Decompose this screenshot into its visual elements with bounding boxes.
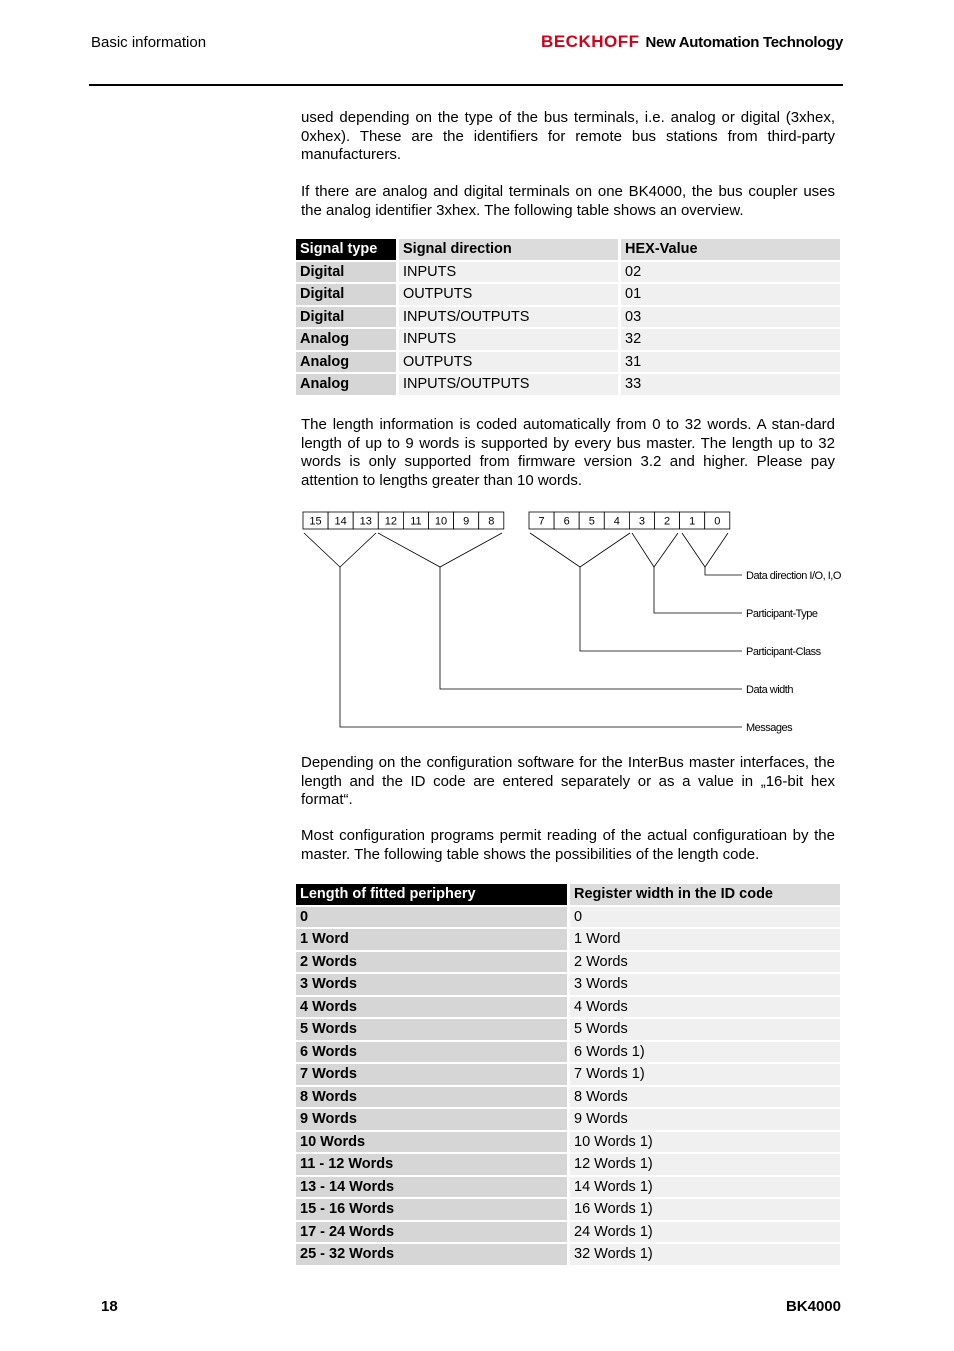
table-row <box>296 907 840 928</box>
bit-label: 5 <box>588 515 595 528</box>
table-row <box>296 1244 840 1265</box>
table-header-cell: Signal direction <box>396 239 618 260</box>
table-cell: OUTPUTS <box>396 284 618 305</box>
table-cell: 10 Words <box>296 1132 567 1153</box>
table-header-row <box>296 239 840 260</box>
bit-label: 0 <box>714 515 721 528</box>
participant-class-brace <box>530 533 630 567</box>
bit-label: 3 <box>638 515 646 528</box>
table-cell: 24 Words 1) <box>567 1222 840 1243</box>
paragraph-length-code: Most configuration programs permit reading of the actual configuratioan by the master. The following table shows the possibilities of the length code. <box>301 827 835 863</box>
table-row <box>296 374 840 395</box>
table-cell: 0 <box>567 907 840 928</box>
brand-logo <box>541 32 843 52</box>
table-cell: Digital <box>296 284 396 305</box>
table-cell: 2 Words <box>296 952 567 973</box>
bit-label: 13 <box>359 515 372 528</box>
table-cell: INPUTS/OUTPUTS <box>396 374 618 395</box>
table-cell: 7 Words <box>296 1064 567 1085</box>
table-cell: 25 - 32 Words <box>296 1244 567 1265</box>
table-cell: 11 - 12 Words <box>296 1154 567 1175</box>
bit-label: 6 <box>563 515 570 528</box>
table-cell: 01 <box>618 284 840 305</box>
table-cell: 32 <box>618 329 840 350</box>
table-cell: INPUTS <box>396 329 618 350</box>
table-cell: 3 Words <box>296 974 567 995</box>
table-header-row <box>296 884 840 905</box>
table-cell: 13 - 14 Words <box>296 1177 567 1198</box>
bit-label: 15 <box>309 515 322 528</box>
length-code-table <box>296 882 840 1267</box>
bit-label: 4 <box>613 515 620 528</box>
data-width-leader <box>440 567 742 689</box>
table-row <box>296 1087 840 1108</box>
high-byte-bits <box>303 512 504 529</box>
table-cell: 32 Words 1) <box>567 1244 840 1265</box>
table-cell: 5 Words <box>296 1019 567 1040</box>
label-data-direction: Data direction I/O, I,O <box>746 570 841 582</box>
diagram-lines <box>304 533 742 727</box>
label-messages: Messages <box>746 722 793 734</box>
participant-class-leader <box>580 567 742 651</box>
label-participant-class: Participant-Class <box>746 646 821 658</box>
bit-layout-diagram <box>296 505 846 737</box>
table-cell: 7 Words 1) <box>567 1064 840 1085</box>
paragraph-length-info: The length information is coded automatically from 0 to 32 words. A stan-dard length of up to 9 words is supported by every bus master. The length up to 32 words is only supported from firmware version 3.2 and higher. Please pay attention to lengths greater than 10 words. <box>301 416 835 489</box>
table-cell: 12 Words 1) <box>567 1154 840 1175</box>
table-row <box>296 307 840 328</box>
bit-label: 2 <box>663 515 671 528</box>
bit-label: 1 <box>689 515 696 528</box>
paragraph-analog-digital: If there are analog and digital terminals on one BK4000, the bus coupler uses the analog identifier 3xhex. The following table shows an overview. <box>301 183 835 219</box>
table-cell: 9 Words <box>567 1109 840 1130</box>
label-participant-type: Participant-Type <box>746 608 818 620</box>
bit-label: 10 <box>434 515 448 528</box>
table-cell: 16 Words 1) <box>567 1199 840 1220</box>
table-cell: INPUTS <box>396 262 618 283</box>
messages-brace <box>304 533 376 567</box>
table-row <box>296 1109 840 1130</box>
table-cell: 8 Words <box>567 1087 840 1108</box>
table-header-cell: HEX-Value <box>618 239 840 260</box>
table-row <box>296 1199 840 1220</box>
paragraph-config-software: Depending on the configuration software for the InterBus master interfaces, the length and the ID code are entered separately or as a value in „16-bit hex format“. <box>301 754 835 809</box>
table-cell: 17 - 24 Words <box>296 1222 567 1243</box>
table-header-cell: Register width in the ID code <box>567 884 840 905</box>
table-cell: Analog <box>296 329 396 350</box>
table-cell: 4 Words <box>296 997 567 1018</box>
section-title: Basic information <box>91 34 207 51</box>
low-byte-bits <box>529 512 730 529</box>
table-cell: 5 Words <box>567 1019 840 1040</box>
table-cell: INPUTS/OUTPUTS <box>396 307 618 328</box>
participant-type-leader <box>654 567 742 613</box>
brand-name: BECKHOFF <box>541 32 640 51</box>
table-row <box>296 352 840 373</box>
table-cell: 10 Words 1) <box>567 1132 840 1153</box>
table-row <box>296 262 840 283</box>
product-name: BK4000 <box>785 1298 841 1315</box>
signal-type-table <box>296 237 840 397</box>
table-cell: 33 <box>618 374 840 395</box>
table-row <box>296 997 840 1018</box>
table-row <box>296 952 840 973</box>
table-row <box>296 1064 840 1085</box>
bit-label: 11 <box>410 515 422 528</box>
table-cell: 31 <box>618 352 840 373</box>
table-cell: OUTPUTS <box>396 352 618 373</box>
table-cell: 1 Word <box>567 929 840 950</box>
table-cell: 03 <box>618 307 840 328</box>
table-cell: 3 Words <box>567 974 840 995</box>
table-cell: 2 Words <box>567 952 840 973</box>
table-row <box>296 974 840 995</box>
table-row <box>296 929 840 950</box>
label-data-width: Data width <box>746 684 793 696</box>
table-row <box>296 1177 840 1198</box>
table-row <box>296 329 840 350</box>
table-row <box>296 1154 840 1175</box>
table-cell: 6 Words <box>296 1042 567 1063</box>
table-cell: Digital <box>296 262 396 283</box>
participant-type-brace <box>632 533 678 567</box>
table-cell: 9 Words <box>296 1109 567 1130</box>
bit-label: 12 <box>384 515 397 528</box>
diagram-labels <box>746 570 842 734</box>
table-header-cell: Length of fitted periphery <box>296 884 567 905</box>
data-direction-brace <box>682 533 728 567</box>
bit-label: 7 <box>538 515 545 528</box>
bit-label: 8 <box>488 515 495 528</box>
bit-label: 14 <box>334 515 347 528</box>
page-number: 18 <box>101 1298 118 1315</box>
table-cell: Analog <box>296 374 396 395</box>
table-cell: Analog <box>296 352 396 373</box>
table-row <box>296 1132 840 1153</box>
table-row <box>296 1019 840 1040</box>
table-row <box>296 1042 840 1063</box>
data-direction-leader <box>705 567 742 575</box>
paragraph-identifiers: used depending on the type of the bus terminals, i.e. analog or digital (3xhex, 0xhex). These are the identifiers for remote bus stations from third-party manufacturers. <box>301 109 835 164</box>
table-cell: 02 <box>618 262 840 283</box>
messages-leader <box>340 567 742 727</box>
brand-tagline: New Automation Technology <box>645 34 843 51</box>
table-cell: 0 <box>296 907 567 928</box>
table-header-cell: Signal type <box>296 239 396 260</box>
data-width-brace <box>378 533 502 567</box>
table-cell: 1 Word <box>296 929 567 950</box>
table-cell: 15 - 16 Words <box>296 1199 567 1220</box>
bit-label: 9 <box>463 515 470 528</box>
table-cell: 14 Words 1) <box>567 1177 840 1198</box>
table-cell: 4 Words <box>567 997 840 1018</box>
table-row <box>296 284 840 305</box>
table-cell: Digital <box>296 307 396 328</box>
table-cell: 8 Words <box>296 1087 567 1108</box>
table-row <box>296 1222 840 1243</box>
table-cell: 6 Words 1) <box>567 1042 840 1063</box>
header-divider <box>89 84 843 86</box>
